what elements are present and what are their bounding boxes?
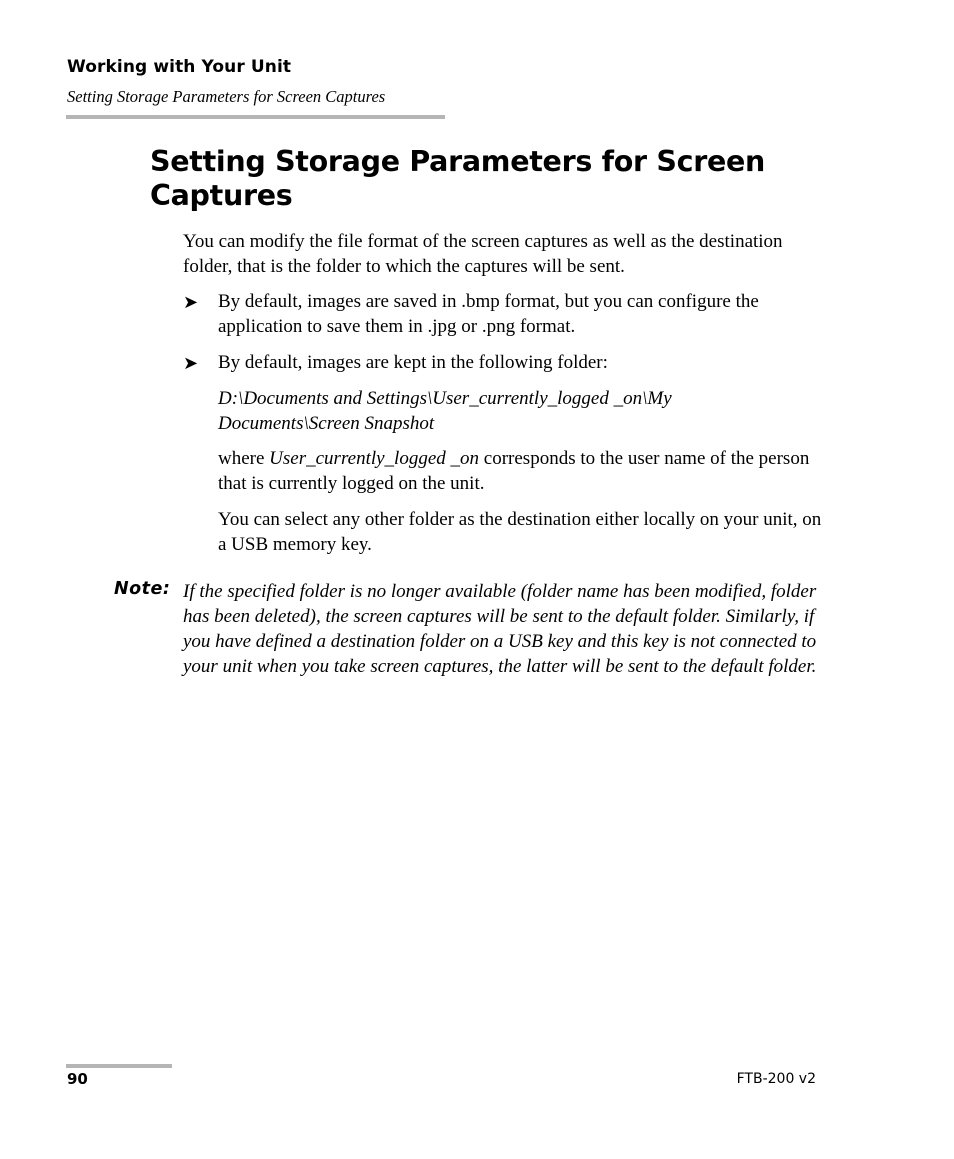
where-paragraph xyxy=(218,446,823,496)
section-heading: Setting Storage Parameters for Screen Captures xyxy=(150,145,765,212)
folder-path: D:\Documents and Settings\User_currently_logged _on\My Documents\Screen Snapshot xyxy=(218,388,672,434)
note-label: Note: xyxy=(114,579,171,599)
intro-paragraph: You can modify the file format of the screen captures as well as the destination folder, that is the folder to which the captures will be sent. xyxy=(183,231,783,277)
footer-rule xyxy=(66,1064,172,1068)
where-suffix: corresponds to the user name of the person that is currently logged on the unit. xyxy=(218,448,810,494)
document-id: FTB-200 v2 xyxy=(736,1071,816,1087)
note-text: If the specified folder is no longer available (folder name has been modified, folder has been deleted), the screen captures will be sent to the default folder. Similarly, if you have defined a destination folder on a USB key and this key is not connected to your unit when you take screen captures, the latter will be sent to the default folder. xyxy=(183,581,817,677)
page-number: 90 xyxy=(67,1070,88,1088)
select-folder-paragraph: You can select any other folder as the destination either locally on your unit, on a USB memory key. xyxy=(218,509,822,555)
where-prefix: where xyxy=(218,448,270,469)
running-head-chapter: Working with Your Unit xyxy=(67,57,292,77)
bullet-item-format: By default, images are saved in .bmp format, but you can configure the application to save them in .jpg or .png format. xyxy=(218,291,759,337)
bullet-arrow-icon: ➤ xyxy=(183,353,199,373)
where-term: User_currently_logged _on xyxy=(269,448,480,469)
running-head-section: Setting Storage Parameters for Screen Captures xyxy=(67,87,386,106)
header-rule xyxy=(66,115,445,119)
bullet-arrow-icon: ➤ xyxy=(183,292,199,312)
bullet-item-folder: By default, images are kept in the following folder: xyxy=(218,352,608,373)
